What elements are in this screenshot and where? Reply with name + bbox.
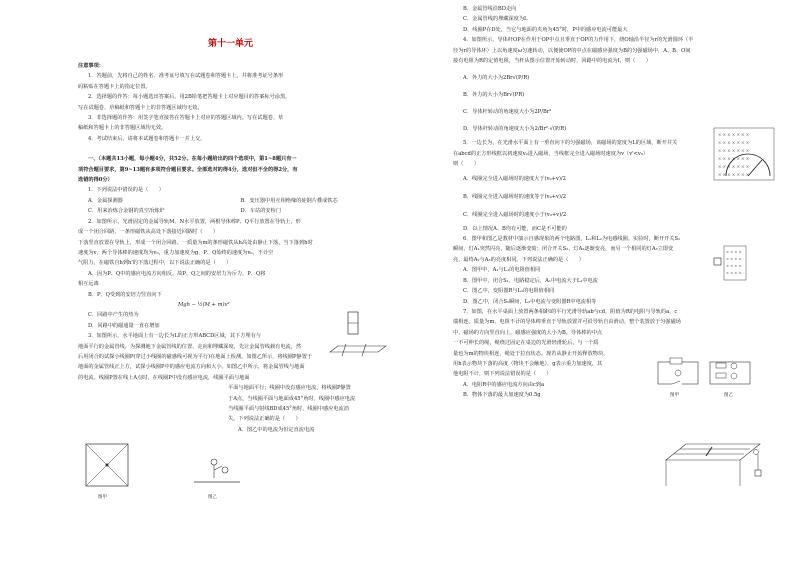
question-1: 1．下列说法中错误的是（ ） <box>88 187 164 194</box>
question-3-line: 当线圈平面与射线BD成45°角时，线圈中感应电流消 <box>228 406 349 412</box>
question-7-line: 量也为m的物块相连，绳处于拉直状态。现若从静止开始释放物块， <box>453 350 609 357</box>
q1-option-c: C．用来冶炼合金钢的真空冶炼炉 <box>88 208 165 215</box>
circuit-jia-figure <box>654 356 702 390</box>
question-3-line: 的电流。线圈P置在线上A点时，在线圈P中没有感应电流，线圈平面与地面 <box>78 374 250 381</box>
q5-option-d: D．以上情况A、B均有可能，而C是不可能的 <box>463 225 567 232</box>
fig-label-yi-right: 图乙 <box>724 393 733 398</box>
section-heading: 项符合题目要求，第9~13题有多项符合题目要求。全部选对的得4分，选对但不全的得2分，有 <box>78 166 298 173</box>
q6-option-b: B．图甲中，闭合S₁，电路稳定后，A₁中电流大于L₁中电流 <box>463 277 598 284</box>
q6-option-c: C．图乙中，变阻器R与L₂的电阻值相同 <box>463 288 555 295</box>
page-title: 第十一单元 <box>207 39 253 49</box>
q7-option-b: B．物体下落的最大加速度为0.5g <box>463 392 541 399</box>
q1-option-d: D．车站的安检门 <box>240 208 281 215</box>
question-7-line: 端相连。质量为m、电阻不计的导体棒垂直于导轨放置并可沿导轨自由滑动。整个装置放于匀强磁场 <box>453 319 681 326</box>
question-6: 6．图甲和图乙是教材中演示自感现象的两个电路图，L₁和L₂为电感线圈。实验时，断开开关S₁ <box>463 236 681 243</box>
q2-option-d: D．回路中的磁通量一直在增加 <box>88 322 160 329</box>
question-5-line: 在abcd的正方形线框以初速度v₀进入磁场，当线框完全进入磁场时速度为v（v'<v₀） <box>453 150 649 157</box>
q3-option-b: B．金属管线沿BD走向 <box>463 6 517 12</box>
q4-option-c: C．导体杆转动的角速度大小为2P/Br² <box>463 109 552 116</box>
svg-text:× × × × × × ×: × × × × × × × <box>718 164 750 169</box>
question-7-line: 用h表示物块下落的高度（物块不会触地），g表示重力加速度，其 <box>453 360 603 367</box>
question-4: 4．如图所示，导体杆OP在作用于OP中点且垂直于OP的力作用下，绕O轴沿半径为r的光滑圆环（半 <box>463 37 694 44</box>
question-7-line: 中，磁场的方向竖直向上，磁感应强度的大小为B。导体棒的中点 <box>453 329 603 336</box>
rotating-rod-field-figure <box>712 126 778 184</box>
probe-coil-figure <box>192 448 242 488</box>
q3-option-a: A．图乙中的电流为恒定直流电流 <box>238 426 315 433</box>
q1-options <box>78 206 383 216</box>
fig-label-jia-right: 图甲 <box>670 393 679 398</box>
question-6-line: 瞬间，灯A₁突然闪亮，随后逐渐变暗；闭合开关S₂，灯A₂逐渐变亮，而另一个相同的灯A₃立即变 <box>453 246 674 253</box>
section-heading: 一、（本题共13小题，每小题4分，共52分。在每小题给出的四个选项中，第1~8题只有一 <box>88 156 297 163</box>
fig-label-yi: 图乙 <box>208 495 217 500</box>
svg-text:× × × × × × ×: × × × × × × × <box>718 172 750 177</box>
q2-option-c: C．回路中产生的热为 <box>88 312 139 319</box>
q4-option-d: D．导体杆转动的角速度大小为2/Br²·√(P/R) <box>463 126 567 133</box>
svg-text:× × × ×: × × × × <box>726 271 742 275</box>
q6-option-a: A．图甲中，A₁与L₁的电阻值相同 <box>463 267 541 274</box>
svg-text:× × × × × × ×: × × × × × × × <box>718 132 750 137</box>
note-line: 3．非选择题的作答：用签字笔直接答在答题卡上对应的答题区域内。写在试题卷、草 <box>88 115 284 122</box>
question-3-line: 于A点，当线圈平面与地面成45°角时，线圈中感应电流 <box>228 395 356 402</box>
question-5: 5．一边长为，在光滑水平面上有一垂直向下的匀强磁场，该磁场的宽度为L的区域，断开并关 <box>463 140 678 147</box>
question-3: 3．如图所示，水平地面上有一边长为L的正方形ABCD区域，其下方埋有与 <box>88 333 261 340</box>
note-line: 2．选择题的作答：每小题选出答案后，用2B铅笔把答题卡上对应题目的答案标号涂黑， <box>88 94 291 101</box>
square-abcd-figure <box>82 440 134 492</box>
question-4-line: 径为r的导体环）上以角速度ω匀速转动，以便使OP的中点在磁感应强度为B的匀强磁场中，A、B、O间 <box>453 47 691 54</box>
q4-option-a: A．外力的大小为2Br√(P/R) <box>463 75 530 82</box>
q2-option-b: B．P、Q受到的安培力竖直向下 <box>88 291 162 298</box>
q3-option-c: C．金属管线的埋藏深度为L <box>463 16 528 23</box>
q1-option-a: A．金属探测器 <box>88 197 123 204</box>
question-5-line: 则（ ） <box>453 161 479 168</box>
svg-text:× × × ×: × × × × <box>726 257 742 261</box>
magnet-rails-figure <box>328 310 388 366</box>
question-2: 2．如图所示，光滑固定的金属导轨M、N水平放置，两根导体棒P、Q平行放置在导轨上，形 <box>88 218 301 225</box>
q3-option-d: D．线圈P在D处，当它与地面的夹角为45°时，P中的感应电流可能最大 <box>463 26 628 33</box>
note-line: 写在试题卷、草稿纸和答题卡上的非答题区域均无效。 <box>78 104 203 111</box>
notes-heading: 注意事项： <box>78 63 104 69</box>
question-3-line: 地面平行的金属管线。为探测地下金属管线的位置、走向和埋藏深度，先让金属管线载有电流，然 <box>78 343 302 350</box>
question-7-line: 他电阻不计，则下列说法错误的是（ ） <box>453 371 552 378</box>
circuit-yi-figure <box>706 356 754 390</box>
note-line: 码粘贴在答题卡上的指定位置。 <box>78 83 151 90</box>
svg-text:× × × × × × ×: × × × × × × × <box>718 156 750 161</box>
question-2-line: 成一个闭合回路，一条形磁铁从高处下落接近回路时（ ） <box>78 229 219 236</box>
svg-text:× × × ×: × × × × <box>726 264 742 268</box>
svg-text:× × × × × × ×: × × × × × × × <box>718 140 750 145</box>
q1-option-b: B．变压器中用互相绝缘的硅钢片叠成铁芯 <box>240 197 338 204</box>
note-line: 4．考试结束后，请将本试题卷和答题卡一并上交。 <box>88 135 206 142</box>
question-3-line: 地面的金属管线正上方，试探小线圈P中的感应电流方向和大小。如图乙中所示，将金属管线与地面 <box>78 364 305 371</box>
q6-option-d: D．图乙中，闭合S₂瞬间，L₂中电流与变阻器R中电流相等 <box>463 298 597 305</box>
svg-text:× × × × × × ×: × × × × × × × <box>718 148 750 153</box>
question-2-line: 下落竖直放置在导轨上，形成一个闭合回路。一质量为m的条形磁铁从h高处由静止下落，当下落到h时 <box>78 239 313 246</box>
q5-option-c: C．线圈完全进入磁场时的速度小于(v₀+v)/2 <box>463 211 567 218</box>
q2-formula: Mgh − ½(M + m)v² <box>178 301 230 308</box>
question-3-line: 后用闭合的试探小线圈P(穿过小线圈的磁感线可视为平行)在地面上检测。如图乙所示，将线圈P静置于 <box>78 353 313 360</box>
note-line: 稿纸和答题卡上的非答题区域均无效。 <box>78 125 167 132</box>
question-6-line: 亮，最终A₂与A₃的亮度相同。下列说法正确的是（ ） <box>453 256 584 263</box>
question-2-line: 速度为v，两个导体棒的速度均为v₀，重力加速度为g，P、Q始终的速度为v₀，不计空 <box>78 249 274 256</box>
question-7-line: 一不可伸长的绳，绳绕过固定在桌边的光滑轻滑轮后，与一个质 <box>453 340 599 347</box>
section-heading: 选错的得0分） <box>78 177 113 184</box>
q2-option-a-cont: 相互远离 <box>78 281 99 288</box>
question-3-line: 平面与地面平行；线圈中没有感应电流，将线圈P静置 <box>228 385 351 392</box>
question-4-line: 接有电阻为R的定值电阻，当杆从图示位置开始转动时，回路中的电流为I，则（ ） <box>453 58 651 65</box>
rails-pulley-figure <box>660 430 764 490</box>
question-2-line: 气阻力，在磁铁自h到h'的下落过程中，以下说法正确的是（ ） <box>78 260 232 267</box>
question-7: 7．如图，在水平桌面上放置两条相距l的平行光滑导轨ab与cd，阻值为R的电阻与导轨的a、c <box>463 308 678 315</box>
note-line: 1．答题前，先将自己的姓名、准考证号填写在试题卷和答题卡上，并将准考证号条形 <box>88 73 284 80</box>
q5-option-b: B．线圈完全进入磁场时的速度等于(v₀+v)/2 <box>463 193 567 200</box>
q2-option-a: A．因为P、Q中的感应电流方向相反，故P、Q之间的安培力为斥力，P、Q将 <box>88 270 266 277</box>
question-3-line: 失。下列说法正确的是（ ） <box>228 416 301 423</box>
q4-option-b: B．外力的大小为Br√(PR) <box>463 92 525 99</box>
svg-text:× × × ×: × × × × <box>726 250 742 254</box>
q5-option-a: A．线圈完全进入磁场时的速度大于(v₀+v)/2 <box>463 175 566 182</box>
fig-label-jia: 图甲 <box>98 495 107 500</box>
square-coil-field-figure <box>714 244 748 284</box>
q1-options <box>78 196 383 206</box>
q7-option-a: A．电阻R中的感应电流方向由c到a <box>463 381 545 388</box>
